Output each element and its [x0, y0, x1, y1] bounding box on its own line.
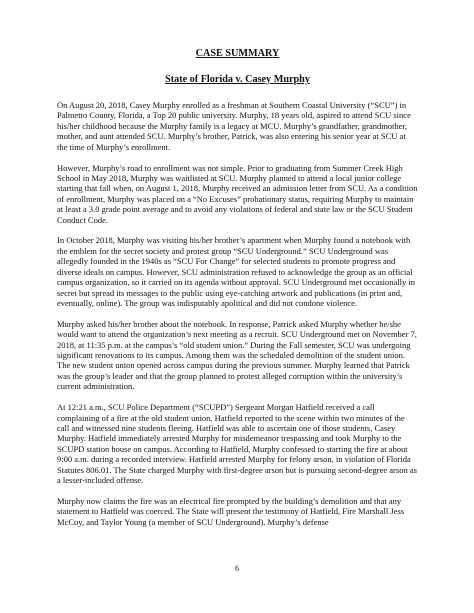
paragraph-enrollment: On August 20, 2018, Casey Murphy enrolled as a freshman at Southern Coastal University (“SCU”) in Palmetto County, Florida, a Top 20 public university. Murphy, 18 years old, aspired to attend SCU since his/her childhood because the Murphy family is a legacy at MCU. Murphy’s grandfather, grandmother, mother, and aunt attended SCU. Murphy’s brother, Patrick, was also entering his senior year at SCU at the time of Murphy’s enrollment. [57, 100, 411, 152]
case-caption: State of Florida v. Casey Murphy [165, 74, 310, 85]
page-number: 6 [235, 564, 239, 573]
paragraph-defense: Murphy now claims the fire was an electrical fire prompted by the building’s demolition and that any statement to Hatfield was coerced. The State will present the testimony of Hatfield, Fire Marshall Jess McCoy, and Taylor Young (a member of SCU Underground). Murphy’s defense [57, 495, 405, 527]
paragraph-meeting: Murphy asked his/her brother about the notebook. In response, Patrick asked Murphy whether he/she would want to attend the organization’s next meeting as a recruit. SCU Underground met on November 7, 2018, at 11:35 p.m. at the campus’s “old student union.” During the Fall semester, SCU was undergoing significant renovations to its campus. Among them was the scheduled demolition of the student union. The new student union opened across campus during the previous summer. Murphy learned that Patrick was the group’s leader and that the group planned to protest alleged corruption within the university’s current administration. [57, 318, 417, 392]
paragraph-admission: However, Murphy’s road to enrollment was not simple. Prior to graduating from Summer Creek High School in May 2018, Murphy was waitlisted at SCU. Murphy planned to attend a local junior college starting that fall when, on August 1, 2018, Murphy received an admission letter from SCU. As a condition of enrollment, Murphy was placed on a “No Excuses” probationary status, requiring Murphy to maintain at least a 3.0 grade point average and to avoid any violations of federal and state law or the SCU Student Conduct Code. [57, 162, 418, 225]
document-title: CASE SUMMARY [195, 48, 280, 59]
paragraph-scu-underground: In October 2018, Murphy was visiting his/her brother’s apartment when Murphy found a notebook with the emblem for the secret society and protest group “SCU Underground.” SCU Underground was allegedly founded in the 1940s as “SCU For Change” for selected students to promote progress and diverse ideals on campus. However, SCU administration refused to acknowledge the group as an official campus organization, so it carried on its agenda without approval. SCU Underground met occasionally in secret but spread its messages to the public using eye-catching artwork and publications (in print and, eventually, online). The group was indisputably apolitical and did not condone violence. [57, 235, 416, 308]
paragraph-fire-arrest: At 12:21 a.m., SCU Police Department (“SCUPD”) Sergeant Morgan Hatfield received a call complaining of a fire at the old student union. Hatfield reported to the scene within two minutes of the call and witnessed nine students fleeing. Hatfield was able to ascertain one of those students, Casey Murphy. Hatfield immediately arrested Murphy for misdemeanor trespassing and took Murphy to the SCUPD station house on campus. According to Hatfield, Murphy confessed to starting the fire at about 9:00 a.m. during a recorded interview. Hatfield arrested Murphy for felony arson, in violation of Florida Statutes 806.01. The State charged Murphy with first-degree arson but is pursuing second-degree arson as a lesser-included offense. [57, 402, 417, 485]
